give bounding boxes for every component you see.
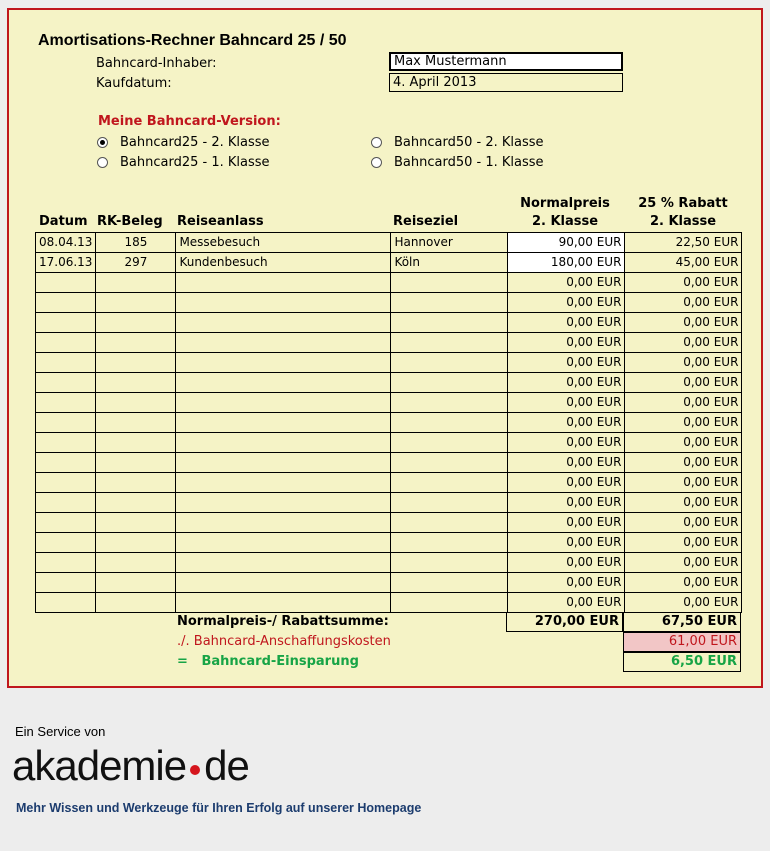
cell-anlass[interactable]	[176, 273, 391, 293]
cell-datum[interactable]	[36, 453, 96, 473]
cell-rabatt: 0,00 EUR	[625, 333, 742, 353]
owner-field[interactable]: Max Mustermann	[389, 52, 623, 71]
cell-anlass[interactable]	[176, 293, 391, 313]
cell-beleg[interactable]	[96, 593, 176, 613]
radio-label: Bahncard25 - 1. Klasse	[120, 155, 270, 170]
cell-normal: 0,00 EUR	[508, 353, 625, 373]
cell-anlass[interactable]	[176, 353, 391, 373]
cell-normal: 0,00 EUR	[508, 493, 625, 513]
cell-anlass[interactable]	[176, 513, 391, 533]
cell-anlass[interactable]	[176, 553, 391, 573]
cell-rabatt: 0,00 EUR	[625, 453, 742, 473]
cell-rabatt: 0,00 EUR	[625, 553, 742, 573]
cell-anlass[interactable]	[176, 333, 391, 353]
cell-rabatt: 0,00 EUR	[625, 433, 742, 453]
cell-normal: 0,00 EUR	[508, 433, 625, 453]
cell-datum[interactable]	[36, 353, 96, 373]
cell-normal: 0,00 EUR	[508, 593, 625, 613]
cell-rabatt: 45,00 EUR	[625, 253, 742, 273]
table-row	[36, 333, 742, 353]
cell-datum[interactable]	[36, 513, 96, 533]
cell-normal: 90,00 EUR	[508, 233, 625, 253]
cell-rabatt: 0,00 EUR	[625, 293, 742, 313]
cell-beleg[interactable]	[96, 533, 176, 553]
cell-ziel[interactable]	[391, 393, 508, 413]
sum-normal: 270,00 EUR	[506, 612, 623, 632]
cell-anlass[interactable]	[176, 413, 391, 433]
radio-bc50-2[interactable]	[371, 135, 544, 150]
cell-beleg[interactable]	[96, 413, 176, 433]
table-row	[36, 273, 742, 293]
cell-normal: 0,00 EUR	[508, 273, 625, 293]
radio-label: Bahncard50 - 1. Klasse	[394, 155, 544, 170]
calculator-panel	[7, 8, 763, 688]
cell-ziel[interactable]	[391, 593, 508, 613]
cell-normal: 180,00 EUR	[508, 253, 625, 273]
cell-anlass[interactable]	[176, 433, 391, 453]
sum-rabatt: 67,50 EUR	[623, 612, 741, 632]
akademie-logo[interactable]	[12, 741, 249, 791]
cell-ziel[interactable]	[391, 493, 508, 513]
sum-label: Normalpreis-/ Rabattsumme:	[177, 614, 389, 629]
cell-datum[interactable]	[36, 293, 96, 313]
cell-anlass[interactable]	[176, 473, 391, 493]
col-header-beleg: RK-Beleg	[97, 214, 163, 229]
radio-selected-icon	[97, 137, 108, 148]
cell-rabatt: 0,00 EUR	[625, 393, 742, 413]
cell-ziel[interactable]	[391, 333, 508, 353]
logo-text-left: akademie	[12, 742, 187, 789]
cell-datum[interactable]	[36, 573, 96, 593]
radio-empty-icon	[371, 137, 382, 148]
cell-beleg[interactable]	[96, 273, 176, 293]
page-title: Amortisations-Rechner Bahncard 25 / 50	[38, 32, 347, 49]
cell-datum[interactable]	[36, 393, 96, 413]
cost-value: 61,00 EUR	[623, 632, 741, 652]
savings-row	[177, 654, 359, 669]
cell-beleg[interactable]	[96, 333, 176, 353]
cell-datum[interactable]: 17.06.13	[36, 253, 96, 273]
cell-datum[interactable]	[36, 593, 96, 613]
table-row	[36, 313, 742, 333]
cell-ziel[interactable]	[391, 353, 508, 373]
date-label: Kaufdatum:	[96, 76, 172, 91]
version-label: Meine Bahncard-Version:	[98, 114, 281, 129]
cell-anlass[interactable]: Kundenbesuch	[176, 253, 391, 273]
table-row	[36, 393, 742, 413]
table-row	[36, 353, 742, 373]
slogan-link[interactable]: Mehr Wissen und Werkzeuge für Ihren Erfolg auf unserer Homepage	[16, 801, 422, 815]
table-row	[36, 293, 742, 313]
table-row	[36, 553, 742, 573]
table-row	[36, 473, 742, 493]
cell-normal: 0,00 EUR	[508, 573, 625, 593]
table-row	[36, 453, 742, 473]
cell-rabatt: 0,00 EUR	[625, 413, 742, 433]
cell-rabatt: 0,00 EUR	[625, 593, 742, 613]
cell-ziel[interactable]	[391, 553, 508, 573]
cell-ziel[interactable]: Köln	[391, 253, 508, 273]
cell-datum[interactable]	[36, 273, 96, 293]
cell-datum[interactable]	[36, 553, 96, 573]
cell-ziel[interactable]	[391, 453, 508, 473]
radio-empty-icon	[371, 157, 382, 168]
travel-table	[35, 232, 742, 613]
cell-normal: 0,00 EUR	[508, 473, 625, 493]
table-row	[36, 573, 742, 593]
radio-label: Bahncard25 - 2. Klasse	[120, 135, 270, 150]
table-row	[36, 413, 742, 433]
cell-datum[interactable]	[36, 493, 96, 513]
cell-beleg[interactable]	[96, 293, 176, 313]
cell-ziel[interactable]	[391, 513, 508, 533]
logo-text-right: de	[204, 742, 249, 789]
cell-normal: 0,00 EUR	[508, 333, 625, 353]
cell-datum[interactable]	[36, 413, 96, 433]
cell-rabatt: 0,00 EUR	[625, 573, 742, 593]
cell-ziel[interactable]	[391, 433, 508, 453]
cell-datum[interactable]	[36, 473, 96, 493]
table-row	[36, 533, 742, 553]
cell-beleg[interactable]	[96, 433, 176, 453]
cell-datum[interactable]	[36, 533, 96, 553]
cell-beleg[interactable]	[96, 553, 176, 573]
cell-beleg[interactable]	[96, 313, 176, 333]
cell-anlass[interactable]	[176, 533, 391, 553]
cell-anlass[interactable]	[176, 373, 391, 393]
cell-anlass[interactable]	[176, 573, 391, 593]
cell-beleg[interactable]	[96, 353, 176, 373]
cell-beleg[interactable]	[96, 573, 176, 593]
cell-beleg[interactable]	[96, 393, 176, 413]
cell-ziel[interactable]	[391, 413, 508, 433]
savings-equals: =	[177, 654, 188, 669]
col-header-normal-2: 2. Klasse	[531, 214, 599, 229]
cell-normal: 0,00 EUR	[508, 313, 625, 333]
cell-ziel[interactable]	[391, 313, 508, 333]
cell-rabatt: 22,50 EUR	[625, 233, 742, 253]
cell-normal: 0,00 EUR	[508, 453, 625, 473]
cell-normal: 0,00 EUR	[508, 533, 625, 553]
col-header-rabatt-2: 2. Klasse	[649, 214, 717, 229]
savings-value: 6,50 EUR	[623, 652, 741, 672]
cell-anlass[interactable]	[176, 593, 391, 613]
table-row	[36, 593, 742, 613]
cell-anlass[interactable]	[176, 313, 391, 333]
cell-rabatt: 0,00 EUR	[625, 473, 742, 493]
table-row	[36, 493, 742, 513]
cell-beleg[interactable]: 297	[96, 253, 176, 273]
service-label: Ein Service von	[15, 724, 106, 739]
cell-datum[interactable]	[36, 373, 96, 393]
savings-label: Bahncard-Einsparung	[201, 654, 359, 669]
cell-anlass[interactable]: Messebesuch	[176, 233, 391, 253]
cell-beleg[interactable]	[96, 373, 176, 393]
cell-rabatt: 0,00 EUR	[625, 493, 742, 513]
cell-datum[interactable]	[36, 333, 96, 353]
cell-beleg[interactable]	[96, 493, 176, 513]
cell-anlass[interactable]	[176, 393, 391, 413]
col-header-datum: Datum	[39, 214, 88, 229]
purchase-date-field[interactable]: 4. April 2013	[389, 73, 623, 92]
cell-normal: 0,00 EUR	[508, 293, 625, 313]
cell-beleg[interactable]	[96, 473, 176, 493]
col-header-rabatt-1: 25 % Rabatt	[638, 196, 728, 211]
cell-beleg[interactable]	[96, 513, 176, 533]
cell-normal: 0,00 EUR	[508, 393, 625, 413]
col-header-anlass: Reiseanlass	[177, 214, 264, 229]
cost-label: ./. Bahncard-Anschaffungskosten	[177, 634, 391, 649]
cell-normal: 0,00 EUR	[508, 413, 625, 433]
owner-label: Bahncard-Inhaber:	[96, 56, 217, 71]
cell-ziel[interactable]	[391, 473, 508, 493]
cell-datum[interactable]: 08.04.13	[36, 233, 96, 253]
table-row	[36, 253, 742, 273]
cell-rabatt: 0,00 EUR	[625, 353, 742, 373]
radio-empty-icon	[97, 157, 108, 168]
cell-rabatt: 0,00 EUR	[625, 513, 742, 533]
table-row	[36, 373, 742, 393]
cell-ziel[interactable]: Hannover	[391, 233, 508, 253]
table-row	[36, 513, 742, 533]
col-header-normal-1: Normalpreis	[520, 196, 610, 211]
col-header-ziel: Reiseziel	[393, 214, 459, 229]
cell-ziel[interactable]	[391, 373, 508, 393]
cell-datum[interactable]	[36, 313, 96, 333]
cell-ziel[interactable]	[391, 293, 508, 313]
cell-ziel[interactable]	[391, 573, 508, 593]
cell-datum[interactable]	[36, 433, 96, 453]
cell-normal: 0,00 EUR	[508, 513, 625, 533]
radio-bc25-2[interactable]	[97, 135, 270, 150]
cell-rabatt: 0,00 EUR	[625, 373, 742, 393]
cell-ziel[interactable]	[391, 273, 508, 293]
radio-label: Bahncard50 - 2. Klasse	[394, 135, 544, 150]
radio-bc50-1[interactable]	[371, 155, 544, 170]
cell-anlass[interactable]	[176, 493, 391, 513]
cell-anlass[interactable]	[176, 453, 391, 473]
cell-rabatt: 0,00 EUR	[625, 273, 742, 293]
cell-normal: 0,00 EUR	[508, 553, 625, 573]
radio-bc25-1[interactable]	[97, 155, 270, 170]
table-row	[36, 433, 742, 453]
logo-dot-icon	[190, 765, 200, 775]
cell-normal: 0,00 EUR	[508, 373, 625, 393]
cell-beleg[interactable]: 185	[96, 233, 176, 253]
cell-ziel[interactable]	[391, 533, 508, 553]
cell-rabatt: 0,00 EUR	[625, 313, 742, 333]
cell-rabatt: 0,00 EUR	[625, 533, 742, 553]
cell-beleg[interactable]	[96, 453, 176, 473]
table-row	[36, 233, 742, 253]
